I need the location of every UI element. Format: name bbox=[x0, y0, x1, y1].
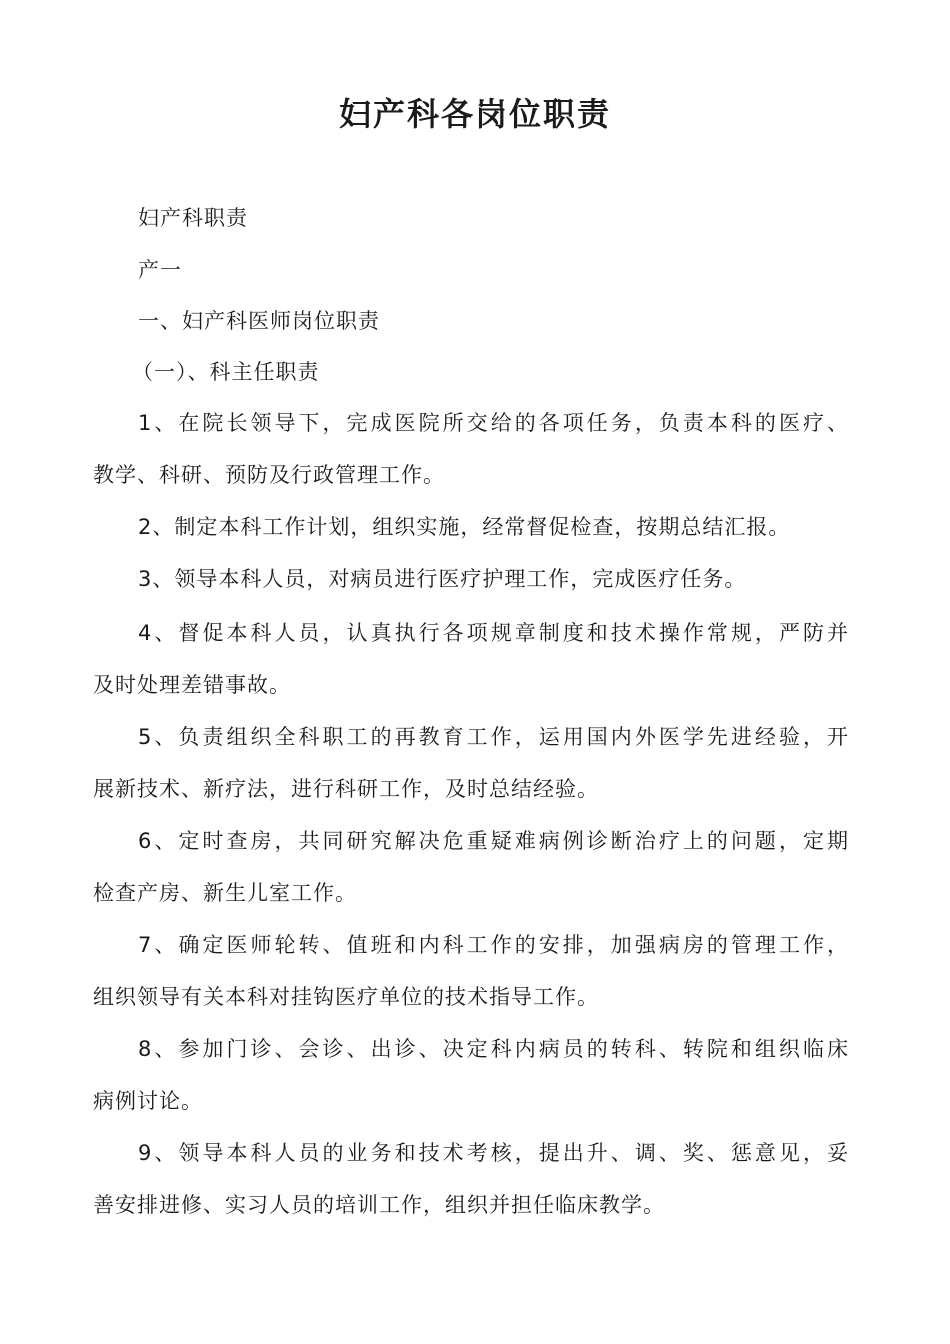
paragraph-6-line-2: 检查产房、新生儿室工作。 bbox=[93, 881, 357, 905]
paragraph-6-line-1: 6、定时查房，共同研究解决危重疑难病例诊断治疗上的问题，定期 bbox=[138, 829, 849, 853]
section-heading-doctor: 一、妇产科医师岗位职责 bbox=[138, 309, 380, 333]
paragraph-3: 3、领导本科人员，对病员进行医疗护理工作，完成医疗任务。 bbox=[138, 567, 747, 591]
paragraph-7-line-1: 7、确定医师轮转、值班和内科工作的安排，加强病房的管理工作， bbox=[138, 933, 849, 957]
paragraph-9-line-2: 善安排进修、实习人员的培训工作，组织并担任临床教学。 bbox=[93, 1193, 665, 1217]
paragraph-9-line-1: 9、领导本科人员的业务和技术考核，提出升、调、奖、惩意见，妥 bbox=[138, 1141, 849, 1165]
subsection-heading-director: （一）、科主任职责 bbox=[132, 360, 320, 384]
paragraph-5-line-1: 5、负责组织全科职工的再教育工作，运用国内外医学先进经验，开 bbox=[138, 725, 849, 749]
paragraph-4-line-1: 4、督促本科人员，认真执行各项规章制度和技术操作常规，严防并 bbox=[138, 621, 849, 645]
paragraph-2: 2、制定本科工作计划，组织实施，经常督促检查，按期总结汇报。 bbox=[138, 515, 791, 539]
paragraph-5-line-2: 展新技术、新疗法，进行科研工作，及时总结经验。 bbox=[93, 777, 599, 801]
document-title: 妇产科各岗位职责 bbox=[338, 95, 611, 133]
paragraph-7-line-2: 组织领导有关本科对挂钩医疗单位的技术指导工作。 bbox=[93, 985, 599, 1009]
section-subheading: 产一 bbox=[138, 258, 182, 282]
paragraph-8-line-1: 8、参加门诊、会诊、出诊、决定科内病员的转科、转院和组织临床 bbox=[138, 1037, 849, 1061]
paragraph-1-line-2: 教学、科研、预防及行政管理工作。 bbox=[93, 463, 445, 487]
paragraph-8-line-2: 病例讨论。 bbox=[93, 1089, 203, 1113]
paragraph-4-line-2: 及时处理差错事故。 bbox=[93, 673, 291, 697]
section-heading: 妇产科职责 bbox=[138, 206, 248, 230]
paragraph-1-line-1: 1、在院长领导下，完成医院所交给的各项任务，负责本科的医疗、 bbox=[138, 411, 849, 435]
